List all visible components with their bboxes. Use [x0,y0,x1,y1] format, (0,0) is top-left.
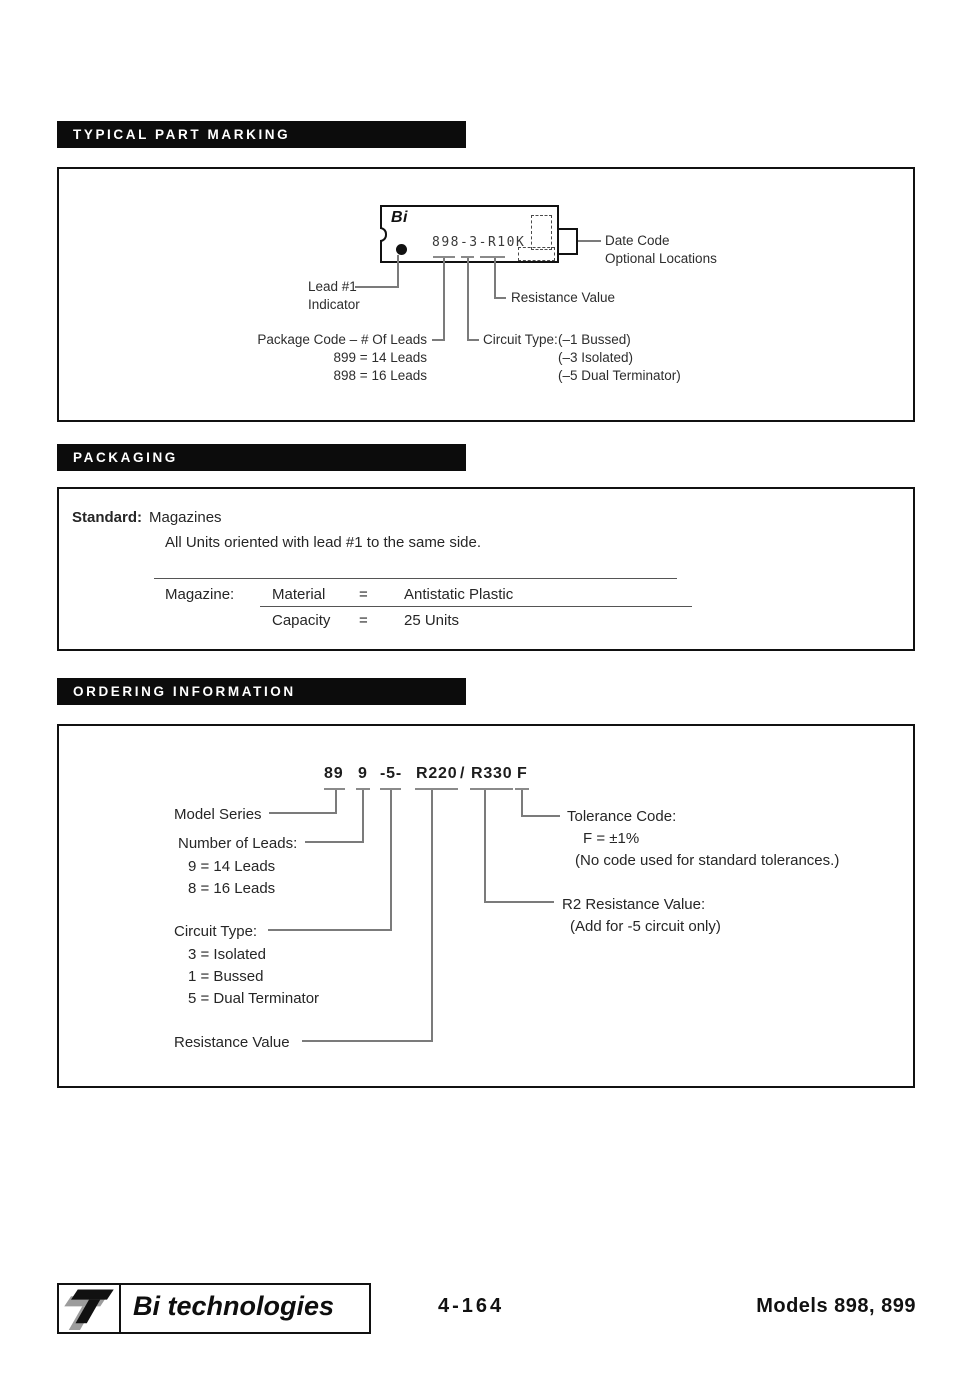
leader-r2-h [484,901,554,903]
leader-circuit-h [268,929,392,931]
code-part-89: 89 [324,765,344,782]
code-ul-r220 [415,788,458,790]
code-part-r330: R330 [471,765,513,782]
leader-resistance-v [431,790,433,1042]
leader-circuit-h [467,339,479,341]
circuit-type-label: Circuit Type: [174,923,258,940]
leader-resistance-h [302,1040,433,1042]
orientation-note: All Units oriented with lead #1 to the same side. [165,534,482,551]
package-code-label: Package Code – # Of Leads [257,332,427,347]
chip-marking-text: 898-3-R10K [432,235,526,250]
section-header-typical-part-marking: TYPICAL PART MARKING [57,121,466,148]
underline-r10k [480,256,505,258]
package-898-label: 898 = 16 Leads [333,368,427,383]
part-marking-box [57,167,915,422]
standard-value: Magazines [149,509,222,526]
material-value: Antistatic Plastic [404,586,514,603]
resistance-value-label: Resistance Value [511,290,616,305]
bi-logo-icon: Bi [391,209,408,226]
date-code-dashed-box-horizontal [518,247,555,261]
footer-logo-rest: technologies [160,1291,335,1321]
leader-r2-v [484,790,486,903]
leader-tolerance-h [521,815,560,817]
lead1-label-1: Lead #1 [308,279,357,294]
leader-package-v [443,258,445,341]
footer-logo-box [57,1283,371,1334]
lead1-indicator-dot [396,244,407,255]
capacity-label: Capacity [272,612,331,629]
package-899-label: 899 = 14 Leads [333,350,427,365]
section-header-ordering-information: ORDERING INFORMATION [57,678,466,705]
code-ul-r330 [470,788,513,790]
leader-resistance-h [494,297,506,299]
leads-8-label: 8 = 16 Leads [188,880,276,897]
leader-leads-v [362,790,364,843]
leader-date-code [578,240,601,242]
date-code-dashed-box-vertical [531,215,552,250]
code-part-9: 9 [358,765,368,782]
lead1-label-2: Indicator [308,297,360,312]
leader-tolerance-v [521,790,523,817]
footer-models: Models 898, 899 [756,1295,916,1317]
code-part-f: F [517,765,528,782]
tt-emblem-icon [59,1285,121,1332]
ordering-box [57,724,915,1088]
date-code-rect [557,228,578,255]
resistance-value-label: Resistance Value [174,1034,290,1051]
code-part-slash: / [460,765,466,782]
capacity-value: 25 Units [404,612,460,629]
footer-logo-text [133,1291,334,1322]
tolerance-f-label: F = ±1% [583,830,640,847]
magazine-label: Magazine: [165,586,235,603]
date-code-label-1: Date Code [605,233,670,248]
leader-lead1-v [397,255,399,288]
code-part-r220: R220 [416,765,458,782]
leader-leads-h [305,841,364,843]
material-eq: = [359,586,368,603]
r2-note-label: (Add for -5 circuit only) [570,918,721,935]
material-label: Material [272,586,326,603]
tolerance-code-label: Tolerance Code: [567,808,677,825]
leader-model-v [335,790,337,814]
circuit-5-label: 5 = Dual Terminator [188,990,320,1007]
leader-circuit-v [390,790,392,931]
table-rule-top [154,578,677,579]
tolerance-note-label: (No code used for standard tolerances.) [575,852,840,869]
circuit-dual-label: (–5 Dual Terminator) [558,368,681,383]
circuit-isolated-label: (–3 Isolated) [558,350,634,365]
table-rule-mid [260,606,692,607]
packaging-box [57,487,915,651]
footer-logo-bi: Bi [133,1291,160,1321]
leader-lead1-h [355,286,399,288]
page-number: 4-164 [438,1295,505,1317]
chip-outline [380,205,559,263]
number-of-leads-label: Number of Leads: [178,835,298,852]
code-part-5: -5- [380,765,402,782]
circuit-1-label: 1 = Bussed [188,968,264,985]
date-code-label-2: Optional Locations [605,251,717,266]
chip-notch [380,227,387,242]
leader-resistance-v [494,258,496,299]
r2-value-label: R2 Resistance Value: [562,896,706,913]
leader-package-h [432,339,445,341]
circuit-bussed-label: (–1 Bussed) [558,332,631,347]
leader-circuit-v [467,258,469,341]
standard-label: Standard: [72,509,143,526]
leader-model-h [269,812,337,814]
model-series-label: Model Series [174,806,262,823]
section-header-packaging: PACKAGING [57,444,466,471]
capacity-eq: = [359,612,368,629]
circuit-type-label: Circuit Type: [483,332,558,347]
circuit-3-label: 3 = Isolated [188,946,266,963]
leads-9-label: 9 = 14 Leads [188,858,276,875]
